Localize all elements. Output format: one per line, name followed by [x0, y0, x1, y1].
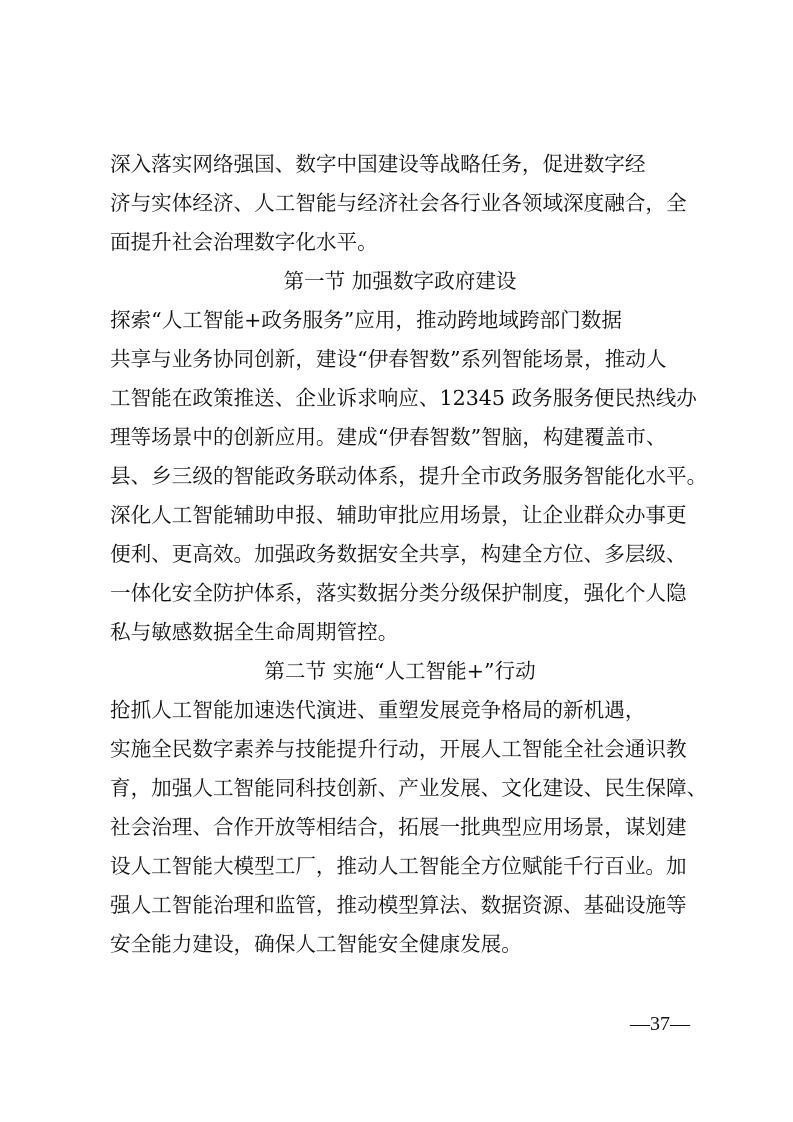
section-1-title: 第一节 加强数字政府建设 [283, 269, 517, 293]
section-1-line-9: 私与敏感数据全生命周期管控。 [110, 620, 399, 644]
section-2-line-4: 社会治理、合作开放等相结合，拓展一批典型应用场景，谋划建 [110, 815, 687, 839]
section-2-title: 第二节 实施“人工智能+”行动 [264, 659, 536, 683]
section-2-line-1: 抢抓人工智能加速迭代演进、重塑发展竞争格局的新机遇， [110, 698, 646, 722]
section-1-line-7: 便利、更高效。加强政务数据安全共享，构建全方位、多层级、 [110, 542, 687, 566]
section-2-line-6: 强人工智能治理和监管，推动模型算法、数据资源、基础设施等 [110, 893, 687, 917]
section-2-line-2: 实施全民数字素养与技能提升行动，开展人工智能全社会通识教 [110, 737, 687, 761]
section-2-line-5: 设人工智能大模型工厂，推动人工智能全方位赋能千行百业。加 [110, 854, 687, 878]
section-2-line-3: 育，加强人工智能同科技创新、产业发展、文化建设、民生保障、 [110, 776, 708, 800]
section-1-line-4: 理等场景中的创新应用。建成“伊春智数”智脑，构建覆盖市、 [110, 425, 667, 449]
section-1-line-6: 深化人工智能辅助申报、辅助审批应用场景，让企业群众办事更 [110, 503, 687, 527]
intro-line-1: 深入落实网络强国、数字中国建设等战略任务，促进数字经 [110, 152, 646, 176]
section-2-line-7: 安全能力建设，确保人工智能安全健康发展。 [110, 932, 522, 956]
section-1-line-5: 县、乡三级的智能政务联动体系，提升全市政务服务智能化水平。 [110, 464, 708, 488]
intro-line-2: 济与实体经济、人工智能与经济社会各行业各领域深度融合，全 [110, 191, 687, 215]
section-1-line-3: 工智能在政策推送、企业诉求响应、12345 政务服务便民热线办 [110, 386, 697, 410]
section-1-line-1: 探索“人工智能+政务服务”应用，推动跨地域跨部门数据 [110, 308, 622, 332]
intro-line-3: 面提升社会治理数字化水平。 [110, 230, 378, 254]
section-1-line-2: 共享与业务协同创新，建设“伊春智数”系列智能场景，推动人 [110, 347, 667, 371]
page-number: —37— [630, 1013, 690, 1035]
section-1-line-8: 一体化安全防护体系，落实数据分类分级保护制度，强化个人隐 [110, 581, 687, 605]
